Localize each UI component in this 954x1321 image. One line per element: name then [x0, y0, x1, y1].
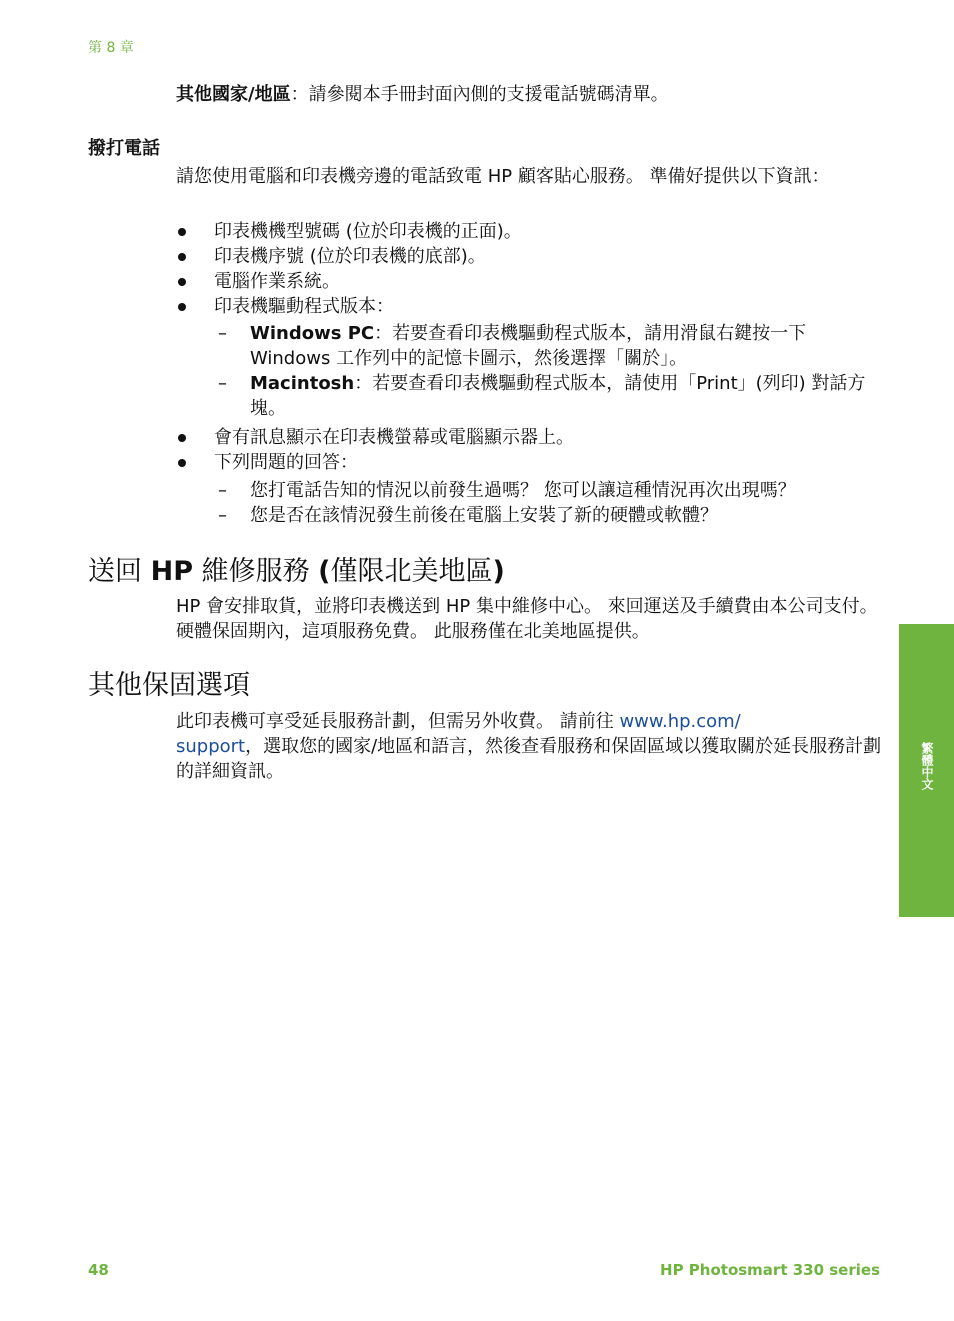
driver-version-list	[218, 321, 882, 421]
page-number: 48	[88, 1261, 109, 1279]
list-item: 會有訊息顯示在印表機螢幕或電腦顯示器上。	[176, 425, 882, 450]
warranty-paragraph: 此印表機可享受延長服務計劃，但需另外收費。 請前往 www.hp.com/ support，選取您的國家/地區和語言，然後查看服務和保固區域以獲取關於延長服務計劃的詳細資訊。	[176, 711, 882, 782]
intro-label: 其他國家/地區	[176, 84, 291, 105]
bullet-icon	[178, 278, 186, 286]
list-item: 印表機機型號碼 (位於印表機的正面)。	[176, 219, 882, 244]
dash-icon: –	[218, 323, 227, 344]
list-item: – Macintosh：若要查看印表機驅動程式版本，請使用「Print」(列印) 對話方塊。	[218, 373, 866, 419]
language-side-tab	[899, 624, 954, 917]
return-heading: 送回 HP 維修服務 (僅限北美地區)	[88, 556, 505, 587]
bullet-icon	[178, 253, 186, 261]
warranty-heading: 其他保固選項	[88, 670, 250, 701]
bullet-icon	[178, 228, 186, 236]
return-paragraph: HP 會安排取貨，並將印表機送到 HP 集中維修中心。 來回運送及手續費由本公司支付。 硬體保固期內，這項服務免費。 此服務僅在北美地區提供。	[176, 596, 878, 642]
list-item: – Windows PC：若要查看印表機驅動程式版本，請用滑鼠右鍵按一下 Windows 工作列中的記憶卡圖示，然後選擇「關於」。	[218, 323, 807, 369]
dash-icon: –	[218, 373, 227, 394]
list-item: 電腦作業系統。	[176, 269, 882, 294]
chapter-header: 第 8 章	[88, 40, 134, 56]
bullet-icon	[178, 459, 186, 467]
info-list-2	[176, 425, 882, 475]
call-heading: 撥打電話	[88, 138, 160, 159]
list-item: 印表機驅動程式版本：	[176, 294, 882, 319]
side-tab-label: 繁體中文	[920, 742, 934, 790]
product-name: HP Photosmart 330 series	[660, 1261, 880, 1279]
intro-paragraph	[176, 82, 882, 107]
support-link-cont[interactable]: support	[176, 736, 246, 757]
list-item: – 您是否在該情況發生前後在電腦上安裝了新的硬體或軟體？	[218, 505, 718, 526]
info-list	[176, 219, 882, 319]
questions-list	[218, 478, 882, 528]
dash-icon: –	[218, 505, 227, 526]
bullet-icon	[178, 434, 186, 442]
list-item: – 您打電話告知的情況以前發生過嗎？ 您可以讓這種情況再次出現嗎？	[218, 480, 796, 501]
support-link[interactable]: www.hp.com/	[619, 711, 741, 732]
intro-text: ：請參閱本手冊封面內側的支援電話號碼清單。	[290, 84, 669, 105]
list-item: 下列問題的回答：	[176, 450, 882, 475]
list-item: 印表機序號 (位於印表機的底部)。	[176, 244, 882, 269]
call-paragraph: 請您使用電腦和印表機旁邊的電話致電 HP 顧客貼心服務。 準備好提供以下資訊：	[176, 166, 830, 187]
bullet-icon	[178, 303, 186, 311]
dash-icon: –	[218, 480, 227, 501]
